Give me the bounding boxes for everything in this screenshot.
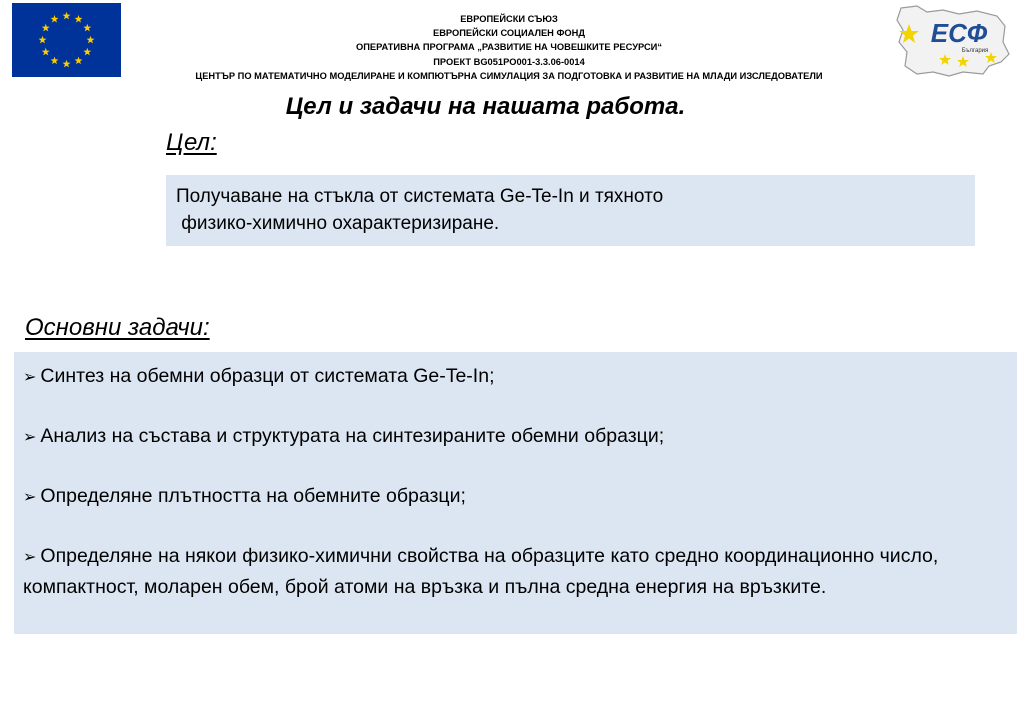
esf-logo (893, 2, 1015, 78)
task-text: Анализ на състава и структурата на синтезираните обемни образци; (40, 425, 665, 447)
esf-logo-text: ЕСФ (930, 18, 988, 48)
goal-heading: Цел: (166, 129, 217, 156)
arrow-bullet-icon: ➢ (23, 489, 37, 506)
project-header (150, 12, 868, 83)
esf-logo-subtext: България (961, 48, 989, 54)
header-line-center: ЦЕНТЪР ПО МАТЕМАТИЧНО МОДЕЛИРАНЕ И КОМПЮТЪРНА СИМУЛАЦИЯ ЗА ПОДГОТОВКА И РАЗВИТИЕ НА МЛАДИ ИЗСЛЕДОВАТЕЛИ (195, 70, 823, 81)
arrow-bullet-icon: ➢ (23, 429, 37, 446)
tasks-heading: Основни задачи: (25, 314, 210, 341)
task-item (23, 482, 1009, 513)
task-text: Определяне плътността на обемните образци; (40, 485, 466, 507)
task-text: Определяне на някои физико-химични свойства на образците като средно координационно число, компактност, моларен обем, брой атоми на връзка и пълна средна енергия на връзките. (23, 545, 939, 598)
arrow-bullet-icon: ➢ (23, 369, 37, 386)
slide-title: Цел и задачи на нашата работа. (285, 93, 686, 120)
task-item (23, 542, 1009, 602)
task-item (23, 422, 1009, 453)
header-line-project: ПРОЕКТ BG051PO001-3.3.06-0014 (433, 56, 585, 67)
header-line-esf: ЕВРОПЕЙСКИ СОЦИАЛЕН ФОНД (433, 28, 585, 39)
task-text: Синтез на обемни образци от системата Ge-Te-In; (40, 365, 495, 387)
eu-flag-logo (12, 3, 121, 77)
goal-line-2: физико-химично охарактеризиране. (176, 213, 500, 234)
header-line-programme: ОПЕРАТИВНА ПРОГРАМА „РАЗВИТИЕ НА ЧОВЕШКИТЕ РЕСУРСИ“ (356, 42, 662, 53)
task-item (23, 362, 1009, 393)
header-line-eu: ЕВРОПЕЙСКИ СЪЮЗ (460, 14, 558, 24)
arrow-bullet-icon: ➢ (23, 549, 37, 566)
goal-box (166, 175, 975, 246)
tasks-box (14, 352, 1017, 634)
goal-line-1: Получаване на стъкла от системата Ge-Te-In и тяхното (176, 186, 664, 207)
